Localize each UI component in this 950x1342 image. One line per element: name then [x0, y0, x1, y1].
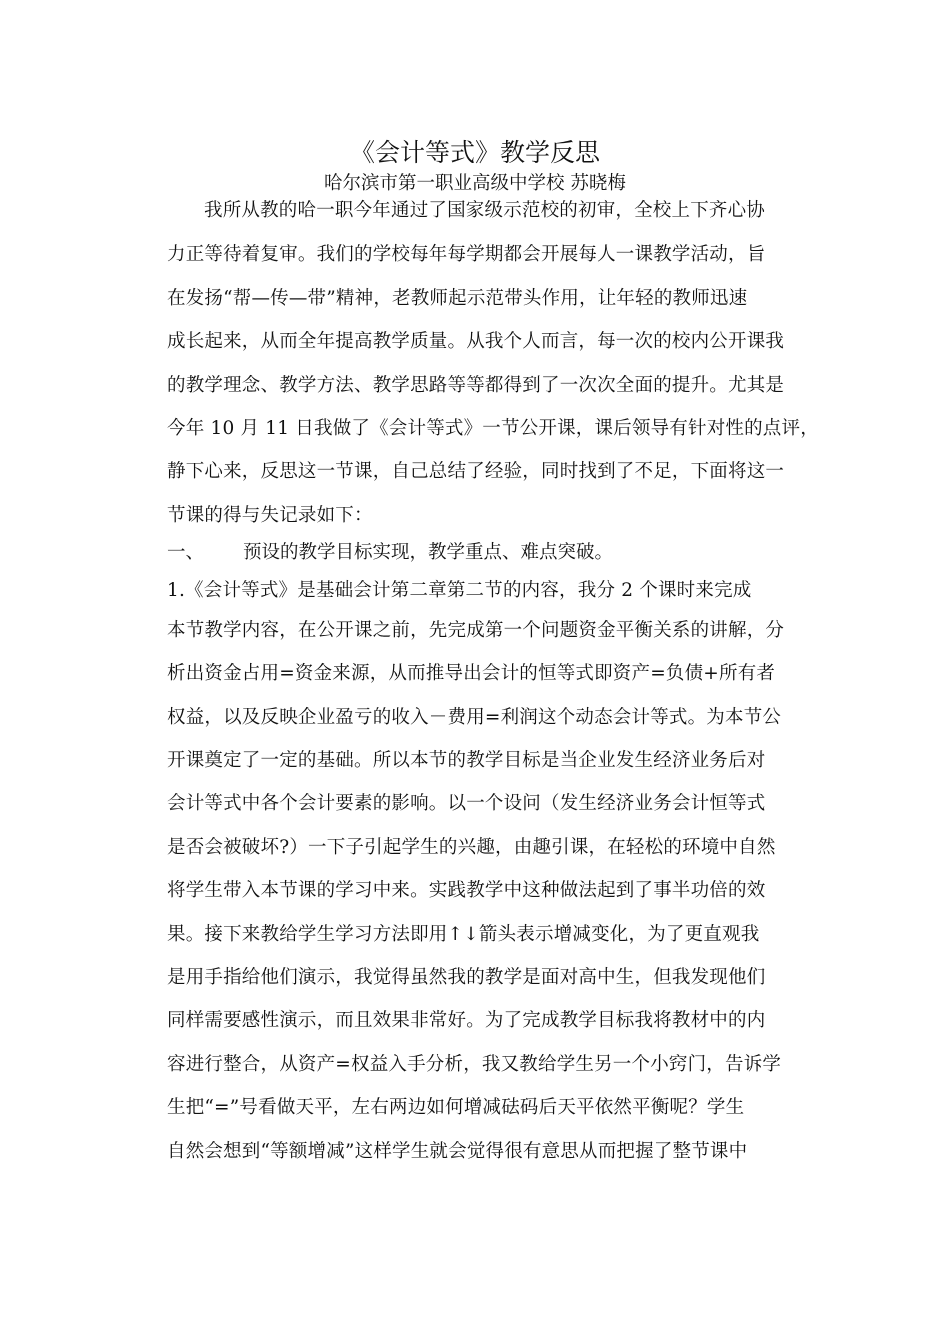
document-title: 《会计等式》教学反思 — [349, 138, 600, 167]
paragraph-line: 是否会被破坏?）一下子引起学生的兴趣，由趣引课，在轻松的环境中自然 — [167, 837, 776, 858]
paragraph-line: 本节教学内容，在公开课之前，先完成第一个问题资金平衡关系的讲解，分 — [167, 620, 785, 641]
paragraph-line: 今年 10 月 11 日我做了《会计等式》一节公开课，课后领导有针对性的点评， — [167, 418, 819, 439]
paragraph-line: 开课奠定了一定的基础。所以本节的教学目标是当企业发生经济业务后对 — [167, 750, 766, 771]
paragraph-line: 成长起来，从而全年提高教学质量。从我个人而言，每一次的校内公开课我 — [167, 331, 785, 352]
section-heading-number: 一、 — [167, 542, 205, 563]
section-heading-text: 预设的教学目标实现，教学重点、难点突破。 — [243, 542, 614, 563]
paragraph-line: 析出资金占用=资金来源，从而推导出会计的恒等式即资产=负债+所有者 — [167, 663, 776, 684]
paragraph-line: 果。接下来教给学生学习方法即用↑↓箭头表示增减变化，为了更直观我 — [167, 924, 760, 945]
paragraph-line: 力正等待着复审。我们的学校每年每学期都会开展每人一课教学活动，旨 — [167, 244, 766, 265]
paragraph-line: 自然会想到“等额增减”这样学生就会觉得很有意思从而把握了整节课中 — [167, 1141, 748, 1162]
document-author-line: 哈尔滨市第一职业高级中学校 苏晓梅 — [324, 173, 626, 194]
paragraph-line: 我所从教的哈一职今年通过了国家级示范校的初审，全校上下齐心协 — [204, 200, 766, 221]
paragraph-line: 将学生带入本节课的学习中来。实践教学中这种做法起到了事半功倍的效 — [167, 880, 766, 901]
paragraph-line: 的教学理念、教学方法、教学思路等等都得到了一次次全面的提升。尤其是 — [167, 375, 785, 396]
paragraph-line: 是用手指给他们演示，我觉得虽然我的教学是面对高中生，但我发现他们 — [167, 967, 766, 988]
paragraph-line: 同样需要感性演示，而且效果非常好。为了完成教学目标我将教材中的内 — [167, 1010, 766, 1031]
paragraph-line: 在发扬“帮—传—带”精神，老教师起示范带头作用，让年轻的教师迅速 — [167, 288, 748, 309]
paragraph-line: 会计等式中各个会计要素的影响。以一个设问（发生经济业务会计恒等式 — [167, 793, 766, 814]
paragraph-line: 静下心来，反思这一节课，自己总结了经验，同时找到了不足，下面将这一 — [167, 461, 785, 482]
paragraph-line: 节课的得与失记录如下： — [167, 505, 373, 526]
paragraph-line: 权益，以及反映企业盈亏的收入－费用=利润这个动态会计等式。为本节公 — [167, 707, 782, 728]
paragraph-line: 1.《会计等式》是基础会计第二章第二节的内容，我分 2 个课时来完成 — [167, 580, 752, 601]
paragraph-line: 容进行整合，从资产=权益入手分析，我又教给学生另一个小窍门，告诉学 — [167, 1054, 782, 1075]
paragraph-line: 生把“=”号看做天平，左右两边如何增减砝码后天平依然平衡呢？学生 — [167, 1097, 745, 1118]
